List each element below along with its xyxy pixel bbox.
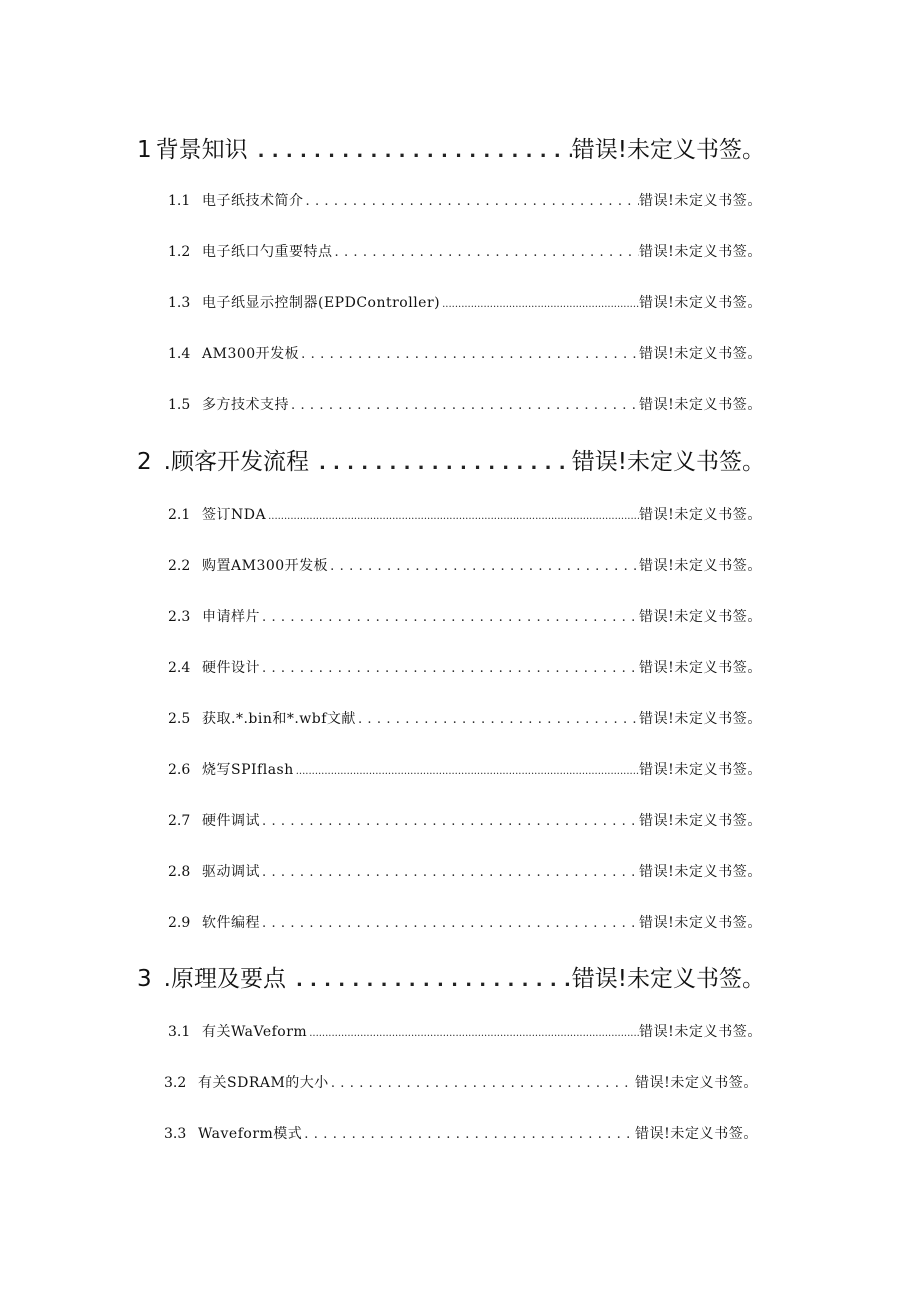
toc-entry-1-4[interactable] <box>168 343 762 365</box>
toc-page-reference: 错误!未定义书签。 <box>571 449 765 475</box>
toc-item-number: 3.3 <box>164 1126 187 1142</box>
toc-section-number: 3 <box>137 966 152 992</box>
toc-entry-2-8[interactable] <box>168 861 762 883</box>
toc-item-title: 申请样片 <box>202 609 260 625</box>
toc-dot-leader <box>330 556 639 577</box>
toc-dot-leader <box>262 913 639 934</box>
toc-page-reference: 错误!未定义书签。 <box>638 507 762 523</box>
toc-dot-leader <box>301 344 639 365</box>
toc-page-reference: 错误!未定义书签。 <box>638 864 762 880</box>
toc-dot-leader <box>291 395 639 416</box>
toc-item-number: 2.2 <box>168 558 191 574</box>
toc-page-reference: 错误!未定义书签。 <box>634 1126 758 1142</box>
toc-entry-3-2[interactable] <box>164 1072 758 1094</box>
toc-dot-leader <box>262 862 639 883</box>
toc-section-title: .原理及要点 <box>163 966 286 992</box>
toc-section-title: 背景知识 <box>155 137 248 163</box>
toc-page-reference: 错误!未定义书签。 <box>638 609 762 625</box>
toc-entry-2-5[interactable] <box>168 708 762 730</box>
toc-page-reference: 错误!未定义书签。 <box>634 1075 758 1091</box>
toc-item-title: 签订NDA <box>202 507 267 523</box>
toc-item-title: 获取.*.bin和*.wbf文献 <box>202 711 356 727</box>
toc-page-reference: 错误!未定义书签。 <box>638 711 762 727</box>
toc-item-number: 2.4 <box>168 660 191 676</box>
toc-item-number: 3.1 <box>168 1024 191 1040</box>
toc-entry-1-2[interactable] <box>168 241 762 263</box>
toc-entry-section-3[interactable] <box>137 963 765 995</box>
toc-entry-section-2[interactable] <box>137 446 765 478</box>
toc-item-number: 3.2 <box>164 1075 187 1091</box>
toc-dot-leader <box>309 1023 639 1043</box>
toc-dot-leader <box>296 965 572 995</box>
toc-entry-2-6[interactable] <box>168 759 762 781</box>
toc-page-reference: 错误!未定义书签。 <box>638 295 762 311</box>
toc-entry-1-5[interactable] <box>168 394 762 416</box>
toc-dot-leader <box>262 811 639 832</box>
toc-item-title: 有关WaVeform <box>202 1024 308 1040</box>
toc-page-reference: 错误!未定义书签。 <box>638 915 762 931</box>
toc-dot-leader <box>306 191 639 212</box>
toc-item-number: 1.5 <box>168 397 191 413</box>
toc-dot-leader <box>319 448 572 478</box>
toc-page-reference: 错误!未定义书签。 <box>571 966 765 992</box>
toc-item-title: 硬件调试 <box>202 813 260 829</box>
toc-dot-leader <box>262 658 639 679</box>
toc-page-reference: 错误!未定义书签。 <box>638 193 762 209</box>
toc-item-title: 有关SDRAM的大小 <box>198 1075 329 1091</box>
toc-page-reference: 错误!未定义书签。 <box>638 244 762 260</box>
toc-page-reference: 错误!未定义书签。 <box>638 813 762 829</box>
toc-dot-leader <box>358 709 639 730</box>
toc-page-reference: 错误!未定义书签。 <box>638 1024 762 1040</box>
toc-item-title: 购置AM300开发板 <box>202 558 329 574</box>
toc-page-reference: 错误!未定义书签。 <box>638 397 762 413</box>
toc-section-number: 1 <box>137 137 152 163</box>
toc-dot-leader <box>331 1073 635 1094</box>
toc-item-number: 2.3 <box>168 609 191 625</box>
toc-item-title: Waveform模式 <box>198 1126 303 1142</box>
toc-item-number: 1.4 <box>168 346 191 362</box>
toc-entry-2-1[interactable] <box>168 504 762 526</box>
toc-item-number: 2.6 <box>168 762 191 778</box>
toc-entry-2-7[interactable] <box>168 810 762 832</box>
toc-item-title: AM300开发板 <box>202 346 300 362</box>
toc-dot-leader <box>262 607 639 628</box>
toc-item-number: 2.5 <box>168 711 191 727</box>
toc-entry-1-1[interactable] <box>168 190 762 212</box>
toc-page-reference: 错误!未定义书签。 <box>638 346 762 362</box>
toc-item-title: 多方技术支持 <box>202 397 289 413</box>
toc-item-number: 2.7 <box>168 813 191 829</box>
toc-dot-leader <box>442 294 639 314</box>
toc-item-title: 烧写SPIflash <box>202 762 294 778</box>
toc-section-number: 2 <box>137 449 152 475</box>
toc-entry-1-3[interactable] <box>168 292 762 314</box>
toc-entry-2-9[interactable] <box>168 912 762 934</box>
toc-item-title: 驱动调试 <box>202 864 260 880</box>
toc-page-reference: 错误!未定义书签。 <box>571 137 765 163</box>
toc-item-number: 1.2 <box>168 244 191 260</box>
toc-entry-2-2[interactable] <box>168 555 762 577</box>
toc-item-number: 2.9 <box>168 915 191 931</box>
toc-dot-leader <box>258 136 572 166</box>
toc-item-title: 硬件设计 <box>202 660 260 676</box>
toc-entry-3-1[interactable] <box>168 1021 762 1043</box>
toc-item-number: 1.1 <box>168 193 191 209</box>
toc-page-reference: 错误!未定义书签。 <box>638 558 762 574</box>
toc-entry-2-4[interactable] <box>168 657 762 679</box>
toc-item-number: 2.8 <box>168 864 191 880</box>
toc-page-reference: 错误!未定义书签。 <box>638 762 762 778</box>
toc-entry-3-3[interactable] <box>164 1123 758 1145</box>
toc-item-number: 2.1 <box>168 507 191 523</box>
toc-dot-leader <box>296 761 639 781</box>
toc-item-title: 软件编程 <box>202 915 260 931</box>
toc-item-title: 电子纸技术简介 <box>202 193 304 209</box>
toc-dot-leader <box>304 1124 635 1145</box>
toc-item-title: 电子纸显示控制器(EPDController) <box>202 295 441 311</box>
toc-entry-section-1[interactable] <box>137 134 765 166</box>
toc-item-title: 电子纸口勺重要特点 <box>202 244 333 260</box>
toc-dot-leader <box>335 242 639 263</box>
toc-entry-2-3[interactable] <box>168 606 762 628</box>
toc-section-title: .顾客开发流程 <box>163 449 309 475</box>
toc-dot-leader <box>268 506 639 526</box>
toc-item-number: 1.3 <box>168 295 191 311</box>
toc-page-reference: 错误!未定义书签。 <box>638 660 762 676</box>
